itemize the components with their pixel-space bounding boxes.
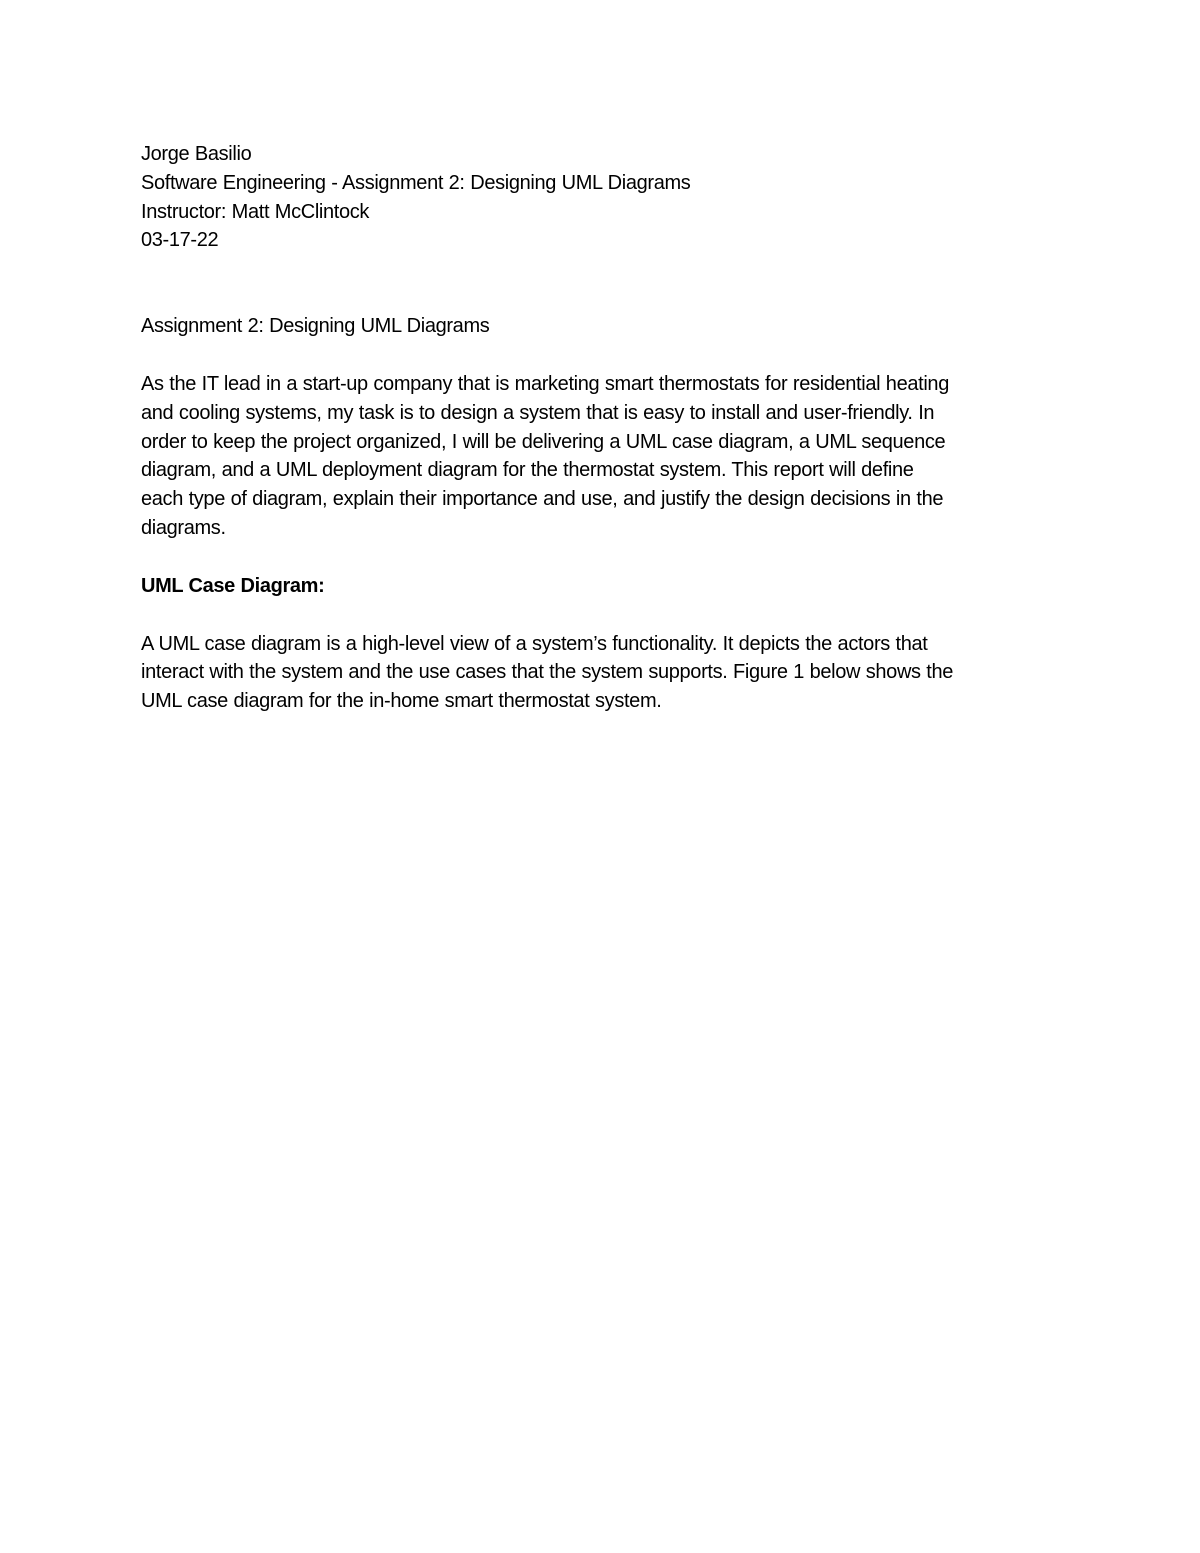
paragraph-line: each type of diagram, explain their importance and use, and justify the design decisions in the: [141, 488, 944, 511]
paragraph-line: diagram, and a UML deployment diagram for the thermostat system. This report will define: [141, 459, 914, 482]
paragraph-line: UML case diagram for the in-home smart thermostat system.: [141, 690, 662, 713]
intro-paragraph: [141, 370, 1071, 543]
section-heading: UML Case Diagram:: [141, 574, 325, 597]
document-content: [141, 140, 1071, 716]
paragraph-line: and cooling systems, my task is to design a system that is easy to install and user-friendly. In: [141, 401, 935, 424]
instructor-line: Instructor: Matt McClintock: [141, 200, 370, 223]
author-name: Jorge Basilio: [141, 143, 252, 165]
paragraph-line: order to keep the project organized, I will be delivering a UML case diagram, a UML sequence: [141, 430, 946, 453]
paragraph-line: interact with the system and the use cases that the system supports. Figure 1 below shows the: [141, 661, 954, 684]
section-paragraph: [141, 630, 1071, 716]
date-line: 03-17-22: [141, 229, 219, 252]
paragraph-line: diagrams.: [141, 516, 226, 539]
course-line: Software Engineering - Assignment 2: Designing UML Diagrams: [141, 171, 691, 194]
paragraph-line: A UML case diagram is a high-level view of a system’s functionality. It depicts the actors that: [141, 632, 928, 655]
document-title: Assignment 2: Designing UML Diagrams: [141, 315, 490, 338]
paragraph-line: As the IT lead in a start-up company that is marketing smart thermostats for residential heating: [141, 372, 949, 395]
header-block: [141, 140, 1071, 255]
